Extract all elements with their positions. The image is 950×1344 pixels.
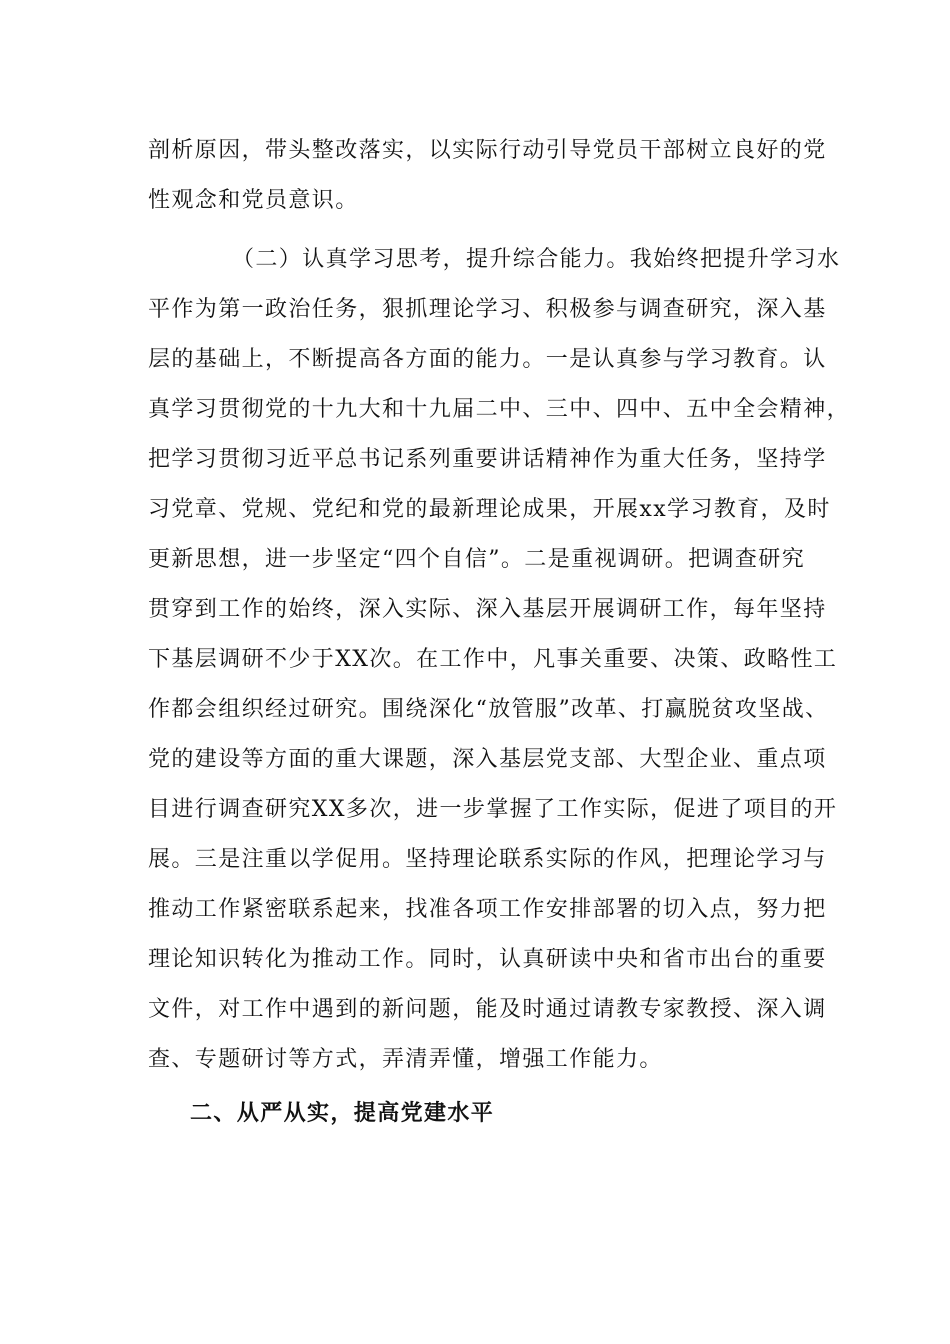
text-line: （二）认真学习思考，提升综合能力。我始终把提升学习水 — [232, 247, 841, 272]
text-line: 更新思想，进一步坚定“四个自信”。二是重视调研。把调查研究 — [148, 547, 806, 572]
text-line: 平作为第一政治任务，狠抓理论学习、积极参与调查研究，深入基 — [148, 297, 827, 322]
text-line: 下基层调研不少于XX次。在工作中，凡事关重要、决策、政略性工 — [148, 647, 838, 672]
text-line: 推动工作紧密联系起来，找准各项工作安排部署的切入点，努力把 — [148, 897, 827, 922]
text-line: 习党章、党规、党纪和党的最新理论成果，开展xx学习教育，及时 — [148, 497, 831, 522]
text-line: 查、专题研讨等方式，弄清弄懂，增强工作能力。 — [148, 1047, 663, 1072]
text-line: 性观念和党员意识。 — [148, 188, 359, 213]
text-line: 作都会组织经过研究。围绕深化“放管服”改革、打赢脱贫攻坚战、 — [148, 697, 829, 722]
text-line: 剖析原因，带头整改落实，以实际行动引导党员干部树立良好的党 — [148, 138, 827, 163]
text-line: 真学习贯彻党的十九大和十九届二中、三中、四中、五中全会精神， — [148, 397, 851, 422]
text-line: 理论知识转化为推动工作。同时，认真研读中央和省市出台的重要 — [148, 947, 827, 972]
text-line: 把学习贯彻习近平总书记系列重要讲话精神作为重大任务，坚持学 — [148, 447, 827, 472]
text-line: 展。三是注重以学促用。坚持理论联系实际的作风，把理论学习与 — [148, 847, 827, 872]
text-line: 目进行调查研究XX多次，进一步掌握了工作实际，促进了项目的开 — [148, 797, 838, 822]
text-line: 文件，对工作中遇到的新问题，能及时通过请教专家教授、深入调 — [148, 997, 827, 1022]
section-heading: 二、从严从实，提高党建水平 — [190, 1101, 495, 1126]
text-line: 层的基础上，不断提高各方面的能力。一是认真参与学习教育。认 — [148, 347, 827, 372]
text-line: 贯穿到工作的始终，深入实际、深入基层开展调研工作，每年坚持 — [148, 597, 827, 622]
text-line: 党的建设等方面的重大课题，深入基层党支部、大型企业、重点项 — [148, 747, 827, 772]
